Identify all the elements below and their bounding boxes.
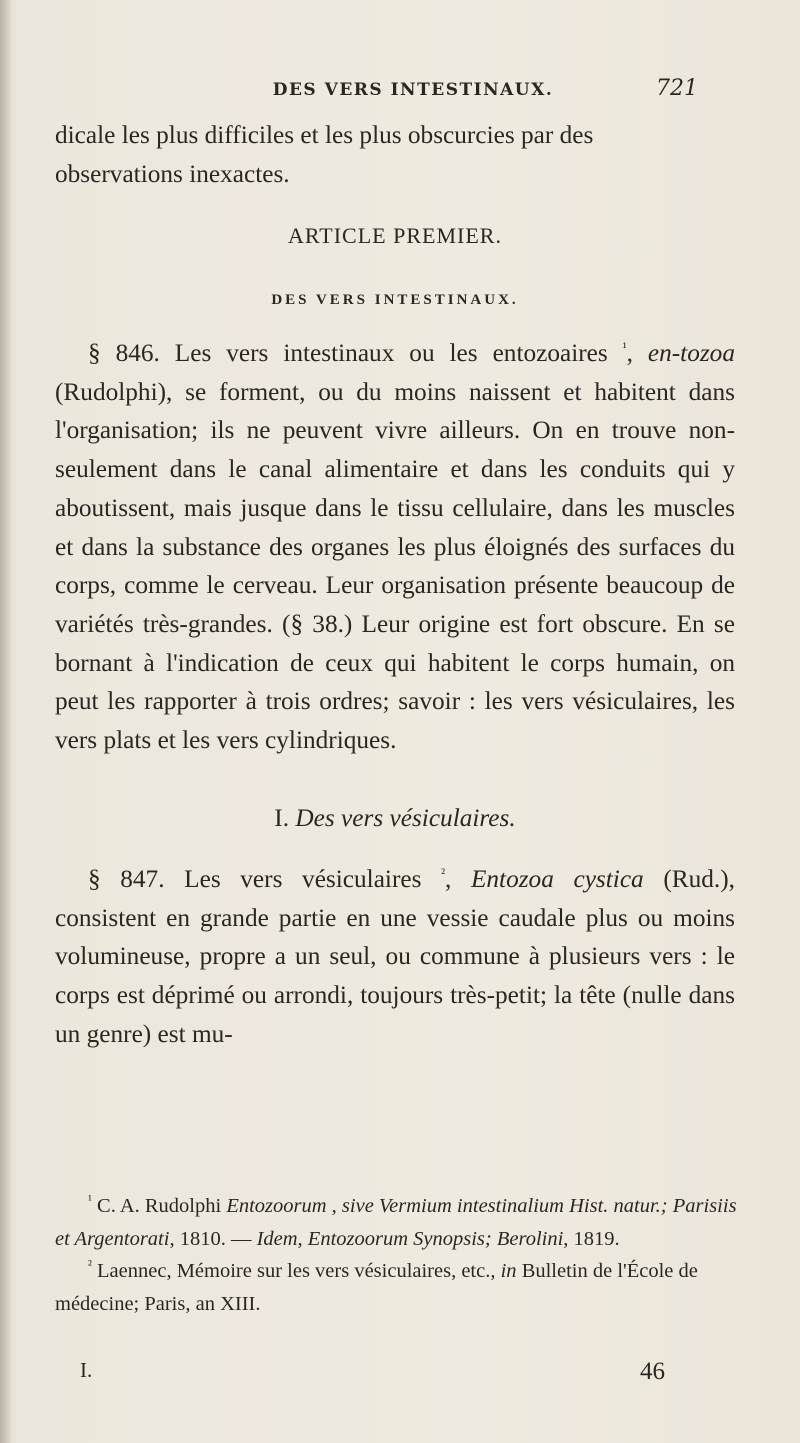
- footnote-1: $^{^1}$ C. A. Rudolphi Entozoorum , sive Vermium intestinalium Hist. natur.; Parisiis et Argentorati, 1810. — Idem, Entozoorum Synopsis; Berolini, 1819.: [55, 1192, 737, 1250]
- footnote-2: $^{^2}$ Laennec, Mémoire sur les vers vésiculaires, etc., in Bulletin de l'École de médecine; Paris, an XIII.: [55, 1257, 698, 1315]
- sheet-number: 46: [640, 1358, 665, 1385]
- footnote-ref-2: ²: [441, 865, 445, 881]
- paragraph-847: § 847. Les vers vésiculaires $^{^2}$, Entozoa cystica (Rud.), consistent en grande partie en une vessie caudale plus ou moins volumineuse, propre a un seul, ou commune à plusieurs vers : le corps est déprimé ou arrondi, toujours très-petit; la tête (nulle dans un genre) est mu-: [55, 865, 736, 1048]
- footnotes: [55, 1190, 745, 1320]
- paragraph-846: § 846. Les vers intestinaux ou les entozoaires $^{^1}$, en-tozoa (Rudolphi), se forment, ou du moins naissent et habitent dans l'organisation; ils ne peuvent vivre ailleurs. On en trouve non-seulement dans le canal alimentaire et dans les conduits qui y aboutissent, mais jusque dans le tissu cellulaire, dans les muscles et dans la substance des organes les plus éloignés des surfaces du corps, comme le cerveau. Leur organisation présente beaucoup de variétés très-grandes. (§ 38.) Leur origine est fort obscure. En se bornant à l'indication de ceux qui habitent le corps humain, on peut les rapporter à trois ordres; savoir : les vers vésiculaires, les vers plats et les vers cylindriques.: [55, 339, 735, 755]
- article-subheading: DES VERS INTESTINAUX.: [271, 292, 519, 308]
- page-binding-edge: [0, 0, 10, 1443]
- intro-line-2: observations inexactes.: [55, 159, 290, 188]
- running-title: DES VERS INTESTINAUX.: [272, 80, 554, 100]
- signature-mark: I.: [80, 1358, 93, 1382]
- article-heading: ARTICLE PREMIER.: [288, 223, 502, 248]
- intro-paragraph: [55, 116, 735, 193]
- footnote-ref-1: ¹: [622, 339, 627, 355]
- intro-line-1: dicale les plus difficiles et les plus obscurcies par des: [55, 121, 594, 149]
- section-heading-1: I. Des vers vésiculaires.: [274, 804, 516, 832]
- page-number: 721: [656, 76, 698, 101]
